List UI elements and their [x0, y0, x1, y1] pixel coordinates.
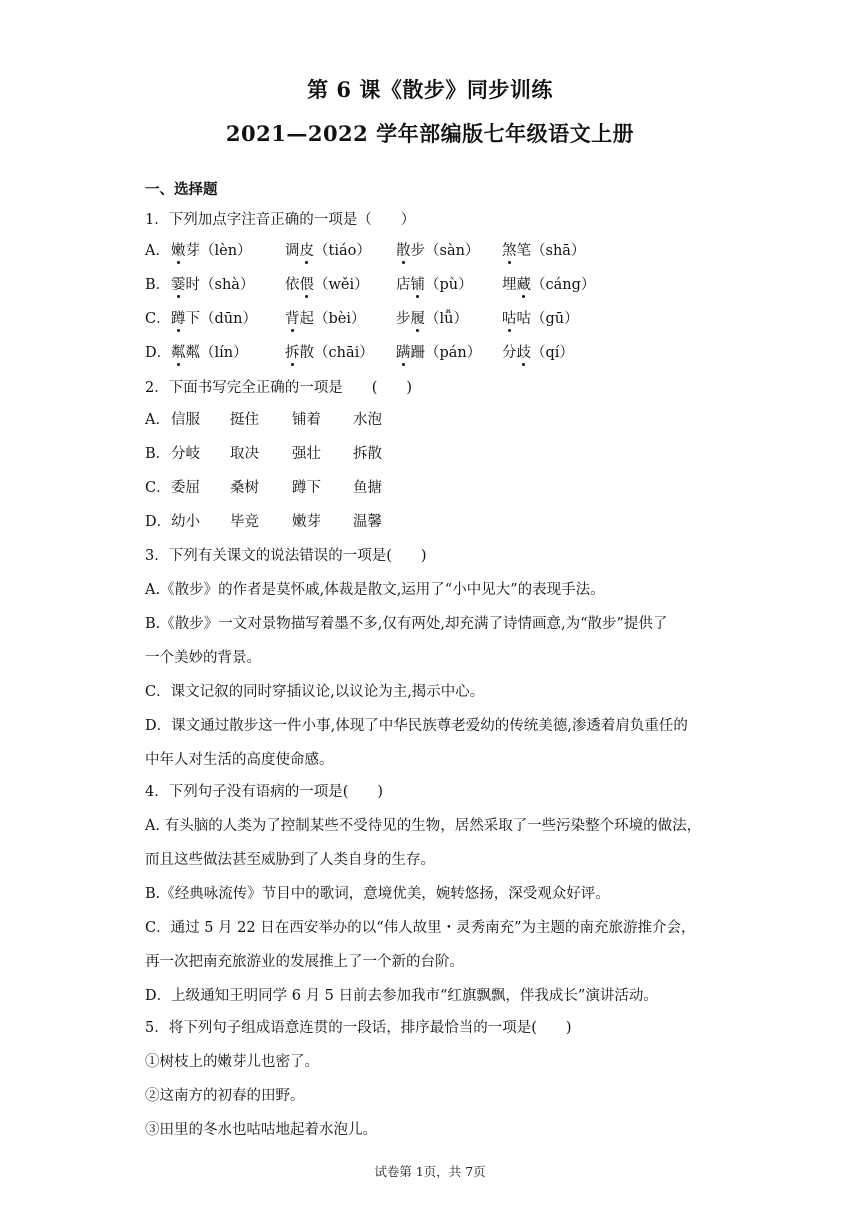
- option-item: [396, 239, 479, 260]
- question-2-option-row: [145, 476, 382, 497]
- question-4-line: B.《经典咏流传》节目中的歌词，意境优美，婉转悠扬，深受观众好评。: [145, 886, 610, 902]
- option-letter: C．: [145, 311, 171, 327]
- question-3-line: B.《散步》一文对景物描写着墨不多,仅有两处,却充满了诗情画意,为“散步”提供了: [145, 616, 668, 632]
- question-4-line: C．通过 5 月 22 日在西安举办的以“伟人故里・灵秀南充”为主题的南充旅游推介会，: [145, 920, 696, 936]
- question-4-stem: 4．下列句子没有语病的一项是( ): [145, 784, 384, 800]
- option-item: [171, 307, 257, 328]
- option-item-text: （qí）: [531, 345, 574, 361]
- emphasis-dot-char: 煞: [502, 239, 517, 260]
- emphasis-dot-char: 咕: [502, 307, 517, 328]
- option-item: [285, 341, 374, 362]
- question-2-option-row: [145, 408, 382, 429]
- question-1-option-row: [145, 239, 586, 260]
- option-item-text: 时（shà）: [185, 277, 255, 293]
- question-5-line: ③田里的冬水也咕咕地起着水泡儿。: [145, 1122, 377, 1138]
- option-item: [396, 341, 481, 362]
- emphasis-dot-char: 蹲: [171, 307, 186, 328]
- question-5-stem: 5．将下列句子组成语意连贯的一段话，排序最恰当的一项是( ): [145, 1020, 572, 1036]
- option-word: 蹲下: [292, 480, 321, 496]
- question-2-option-row: [145, 510, 382, 531]
- question-3-line: 中年人对生活的高度使命感。: [145, 752, 334, 768]
- option-letter: A．: [145, 412, 170, 428]
- question-5-line: ②这南方的初春的田野。: [145, 1088, 305, 1104]
- emphasis-dot-char: 散: [396, 239, 411, 260]
- option-item: [502, 307, 579, 328]
- question-5-line: ①树枝上的嫩芽儿也密了。: [145, 1054, 319, 1070]
- emphasis-dot-char: 皮: [300, 239, 315, 260]
- option-item-text: 步（sàn）: [410, 243, 480, 259]
- option-word: 毕竞: [230, 514, 259, 530]
- emphasis-dot-char: 铺: [411, 273, 426, 294]
- option-item-text: （lǚ）: [425, 311, 468, 327]
- option-word: 嫩芽: [292, 514, 321, 530]
- option-item: [502, 273, 595, 294]
- page-footer: 试卷第 1页，共 7页: [374, 1164, 486, 1179]
- emphasis-dot-char: 履: [411, 307, 426, 328]
- option-letter: B．: [145, 277, 171, 293]
- emphasis-dot-char: 歧: [517, 341, 532, 362]
- option-word: 桑树: [230, 480, 259, 496]
- option-item-text: 调: [285, 243, 300, 259]
- question-3-line: C．课文记叙的同时穿插议论,以议论为主,揭示中心。: [145, 684, 485, 700]
- emphasis-dot-char: 背: [285, 307, 300, 328]
- emphasis-dot-char: 拆: [285, 341, 300, 362]
- option-item-text: 步: [396, 311, 411, 327]
- option-item: [285, 273, 369, 294]
- option-word: 挺住: [230, 412, 259, 428]
- question-4-line: D．上级通知王明同学 6 月 5 日前去参加我市“红旗飘飘，伴我成长”演讲活动。: [145, 988, 658, 1004]
- option-word: 温馨: [353, 514, 382, 530]
- option-item-text: 依: [285, 277, 300, 293]
- option-item-text: （tiáo）: [314, 243, 371, 259]
- option-item-text: 芽（lèn）: [185, 243, 252, 259]
- question-4-line: A. 有头脑的人类为了控制某些不受待见的生物，居然采取了一些污染整个环境的做法，: [145, 818, 702, 834]
- emphasis-dot-char: 偎: [300, 273, 315, 294]
- emphasis-dot-char: 蹒: [396, 341, 411, 362]
- option-item-text: 笔（shā）: [516, 243, 586, 259]
- question-2-stem: 2．下面书写完全正确的一项是 ( ): [145, 380, 413, 396]
- option-item-text: 分: [502, 345, 517, 361]
- question-1-stem: 1．下列加点字注音正确的一项是（ ）: [145, 212, 416, 228]
- emphasis-dot-char: 藏: [517, 273, 532, 294]
- option-letter: C．: [145, 480, 171, 496]
- question-3-stem: 3．下列有关课文的说法错误的一项是( ): [145, 548, 427, 564]
- option-item-text: 下（dūn）: [185, 311, 257, 327]
- option-item: [285, 239, 371, 260]
- option-item: [171, 239, 252, 260]
- option-item: [171, 273, 254, 294]
- page-subtitle: 2021—2022 学年部编版七年级语文上册: [225, 121, 635, 146]
- emphasis-dot-char: 霎: [171, 273, 186, 294]
- question-4-line: 而且这些做法甚至威胁到了人类自身的生存。: [145, 852, 435, 868]
- option-item: [502, 341, 574, 362]
- option-item-text: （pù）: [425, 277, 473, 293]
- option-item-text: 埋: [502, 277, 517, 293]
- page-title: 第 6 课《散步》同步训练: [307, 77, 553, 102]
- option-item: [502, 239, 585, 260]
- option-word: 铺着: [292, 412, 321, 428]
- question-3-line: 一个美妙的背景。: [145, 650, 261, 666]
- option-letter: D．: [145, 514, 172, 530]
- option-word: 水泡: [353, 412, 382, 428]
- question-1-option-row: [145, 307, 579, 328]
- option-item-text: 跚（pán）: [410, 345, 482, 361]
- option-letter: B．: [145, 446, 171, 462]
- emphasis-dot-char: 嫩: [171, 239, 186, 260]
- option-word: 强壮: [292, 446, 321, 462]
- option-item: [396, 273, 473, 294]
- option-word: 拆散: [353, 446, 382, 462]
- option-item-text: （cáng）: [531, 277, 596, 293]
- question-3-line: A.《散步》的作者是莫怀戚,体裁是散文,运用了“小中见大”的表现手法。: [145, 582, 605, 598]
- option-item-text: 咕（gū）: [516, 311, 579, 327]
- option-letter: D．: [145, 345, 172, 361]
- question-4-line: 再一次把南充旅游业的发展推上了一个新的台阶。: [145, 954, 464, 970]
- option-item-text: （wěi）: [314, 277, 369, 293]
- option-word: 取决: [230, 446, 259, 462]
- question-1-option-row: [145, 273, 596, 294]
- option-word: 信服: [171, 412, 200, 428]
- option-word: 分岐: [171, 446, 200, 462]
- option-item: [396, 307, 468, 328]
- option-item-text: 起（bèi）: [299, 311, 366, 327]
- question-2-option-row: [145, 442, 382, 463]
- option-item-text: 店: [396, 277, 411, 293]
- emphasis-dot-char: 粼: [171, 341, 186, 362]
- option-item-text: 粼（lín）: [185, 345, 248, 361]
- option-letter: A．: [145, 243, 170, 259]
- question-1-option-row: [145, 341, 574, 362]
- option-word: 委屈: [171, 480, 200, 496]
- section-heading: 一、选择题: [145, 181, 218, 198]
- question-3-line: D．课文通过散步这一件小事,体现了中华民族尊老爱幼的传统美德,渗透着肩负重任的: [145, 718, 688, 734]
- option-item: [171, 341, 248, 362]
- option-word: 鱼搪: [353, 480, 382, 496]
- option-item: [285, 307, 366, 328]
- option-word: 幼小: [171, 514, 200, 530]
- option-item-text: 散（chāi）: [299, 345, 374, 361]
